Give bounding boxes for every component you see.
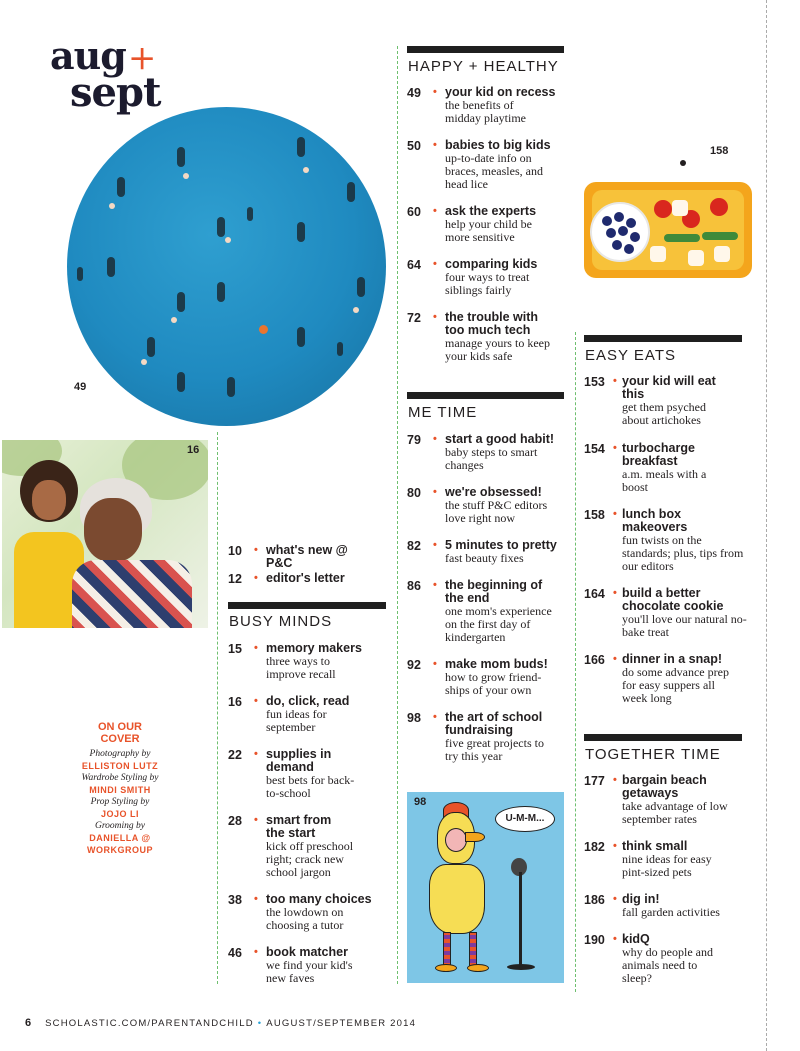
entry-desc: manage yours to keep your kids safe [445, 336, 550, 363]
section-busy-minds: BUSY MINDS [229, 613, 333, 630]
tomato [710, 198, 728, 216]
section-bar [407, 46, 564, 53]
bullet: • [613, 508, 617, 520]
entry-page: 72 [407, 311, 421, 325]
bullet: • [254, 893, 258, 905]
credit-role: Grooming by [94, 821, 146, 831]
swimmer-figure [107, 257, 115, 277]
pool-page-label: 49 [74, 381, 87, 393]
entry-page: 92 [407, 658, 421, 672]
entry-page: 86 [407, 579, 421, 593]
speech-bubble: U-M-M... [495, 806, 555, 832]
grandmother-face [84, 498, 142, 562]
credit-role: Wardrobe Styling by [81, 773, 159, 783]
entry-title: lunch box makeovers [622, 507, 688, 534]
entry-page: 46 [228, 946, 242, 960]
entry-title: too many choices [266, 892, 372, 906]
bullet: • [613, 653, 617, 665]
bullet: • [433, 579, 437, 591]
footer-site[interactable]: SCHOLASTIC.COM/PARENTANDCHILD [45, 1018, 254, 1029]
swimmer-figure [247, 207, 253, 221]
swimmer-head [353, 307, 359, 313]
bullet: • [613, 375, 617, 387]
chicken-cartoon [407, 792, 564, 983]
entry-title: make mom buds! [445, 657, 548, 671]
bullet: • [254, 748, 258, 760]
bullet: • [613, 587, 617, 599]
entry-desc: four ways to treat siblings fairly [445, 270, 530, 297]
page-footer [25, 1017, 416, 1029]
credit-name: JOJO LI [100, 809, 139, 819]
entry-desc: fall garden activities [622, 905, 720, 919]
blueberry [614, 212, 624, 222]
entry-page: 38 [228, 893, 242, 907]
entry-desc: one mom's experience on the first day of kindergarten [445, 604, 552, 644]
entry-desc: why do people and animals need to sleep? [622, 945, 713, 985]
entry-page: 182 [584, 840, 605, 854]
page-number: 6 [25, 1017, 32, 1029]
bullet: • [433, 711, 437, 723]
credit-role: Photography by [89, 749, 151, 759]
section-bar [407, 392, 564, 399]
entry-page: 166 [584, 653, 605, 667]
entry-title: editor's letter [266, 571, 345, 585]
pool-photo [67, 107, 386, 426]
blueberry [602, 216, 612, 226]
swimmer-figure [297, 327, 305, 347]
swimmer-figure [147, 337, 155, 357]
entry-title: turbocharge breakfast [622, 441, 695, 468]
entry-page: 80 [407, 486, 421, 500]
chicken-foot [467, 964, 489, 972]
entry-title: book matcher [266, 945, 348, 959]
blueberry [626, 218, 636, 228]
bullet: • [433, 139, 437, 151]
cartoon-page-label: 98 [414, 796, 427, 808]
entry-title: supplies in demand [266, 747, 332, 774]
ball [259, 325, 268, 334]
entry-desc: you'll love our natural no-bake treat [622, 612, 747, 639]
entry-page: 49 [407, 86, 421, 100]
bullet: • [254, 642, 258, 654]
blueberry [624, 244, 634, 254]
pointer-dot [680, 160, 686, 166]
section-bar [228, 602, 386, 609]
entry-title: 5 minutes to pretty [445, 538, 557, 552]
credit-role: Prop Styling by [90, 797, 150, 807]
swimmer-head [303, 167, 309, 173]
entry-page: 16 [228, 695, 242, 709]
entry-desc: the stuff P&C editors love right now [445, 498, 548, 525]
entry-title: babies to big kids [445, 138, 551, 152]
bullet: • [433, 486, 437, 498]
swimmer-figure [177, 147, 185, 167]
entry-title: dig in! [622, 892, 660, 906]
bullet: • [433, 311, 437, 323]
blueberry [606, 228, 616, 238]
section-together-time: TOGETHER TIME [585, 746, 721, 763]
entry-desc: the lowdown on choosing a tutor [266, 905, 344, 932]
swimmer-head [109, 203, 115, 209]
entry-desc: three ways to improve recall [266, 654, 336, 681]
entry-title: your kid will eat this [622, 374, 716, 401]
swimmer-figure [357, 277, 365, 297]
entry-desc: nine ideas for easy pint-sized pets [622, 852, 712, 879]
entry-title: dinner in a snap! [622, 652, 723, 666]
entry-desc: how to grow friend-ships of your own [445, 670, 542, 697]
swimmer-figure [337, 342, 343, 356]
entry-page: 12 [228, 572, 242, 586]
bullet: • [613, 893, 617, 905]
bullet: • [433, 86, 437, 98]
bullet: • [613, 933, 617, 945]
entry-page: 28 [228, 814, 242, 828]
chicken-beak [465, 832, 485, 842]
swimmer-figure [177, 292, 185, 312]
lunchbox-photo [584, 160, 754, 290]
entry-title: think small [622, 839, 688, 853]
blueberry [612, 240, 622, 250]
mic-stand [519, 872, 522, 968]
snap-pea [702, 232, 738, 240]
cover-credits [70, 721, 170, 856]
bullet: • [254, 814, 258, 826]
section-happy-healthy: HAPPY + HEALTHY [408, 58, 559, 75]
blueberry [618, 226, 628, 236]
bullet: • [613, 840, 617, 852]
entry-title: the art of school fundraising [445, 710, 543, 737]
entry-page: 154 [584, 442, 605, 456]
swimmer-figure [217, 217, 225, 237]
entry-page: 79 [407, 433, 421, 447]
credit-name: DANIELLA @ WORKGROUP [87, 833, 153, 855]
tomato [654, 200, 672, 218]
bullet: • [613, 442, 617, 454]
swimmer-head [141, 359, 147, 365]
swimmer-figure [297, 137, 305, 157]
entry-desc: up-to-date info on braces, measles, and head lice [445, 151, 543, 191]
entry-desc: five great projects to try this year [445, 736, 544, 763]
bullet: • [254, 946, 258, 958]
entry-page: 177 [584, 774, 605, 788]
entry-desc: the benefits of midday playtime [445, 98, 526, 125]
mic-base [507, 964, 535, 970]
entry-page: 190 [584, 933, 605, 947]
entry-title: what's new @ P&C [266, 543, 348, 570]
entry-title: smart from the start [266, 813, 332, 840]
bullet: • [613, 774, 617, 786]
entry-page: 82 [407, 539, 421, 553]
entry-desc: fun ideas for september [266, 707, 327, 734]
entry-desc: a.m. meals with a boost [622, 467, 707, 494]
footer-issue: AUGUST/SEPTEMBER 2014 [266, 1018, 417, 1029]
entry-page: 50 [407, 139, 421, 153]
masthead [50, 33, 200, 117]
column-divider [217, 432, 218, 984]
bullet: • [254, 544, 258, 556]
entry-desc: fast beauty fixes [445, 551, 524, 565]
footer-separator: • [257, 1018, 263, 1029]
bullet: • [433, 205, 437, 217]
snap-pea [664, 234, 700, 242]
swimmer-figure [117, 177, 125, 197]
entry-page: 153 [584, 375, 605, 389]
section-bar [584, 734, 742, 741]
masthead-aug: aug [50, 33, 126, 78]
credit-name: ELLISTON LUTZ [81, 761, 159, 771]
swimmer-figure [217, 282, 225, 302]
masthead-plus: + [127, 38, 156, 78]
entry-page: 64 [407, 258, 421, 272]
entry-page: 60 [407, 205, 421, 219]
entry-title: comparing kids [445, 257, 538, 271]
cheese-cube [672, 200, 688, 216]
grandmother-dress [72, 560, 192, 628]
entry-desc: fun twists on the standards; plus, tips from our editors [622, 533, 744, 573]
entry-title: we're obsessed! [445, 485, 542, 499]
entry-page: 158 [584, 508, 605, 522]
entry-desc: best bets for back-to-school [266, 773, 355, 800]
cheese-cube [650, 246, 666, 262]
entry-title: bargain beach getaways [622, 773, 707, 800]
swimmer-figure [227, 377, 235, 397]
swimmer-head [225, 237, 231, 243]
entry-desc: we find your kid's new faves [266, 958, 353, 985]
bullet: • [433, 539, 437, 551]
entry-title: start a good habit! [445, 432, 555, 446]
swimmer-figure [297, 222, 305, 242]
cover-photo [2, 440, 208, 628]
entry-page: 15 [228, 642, 242, 656]
entry-desc: help your child be more sensitive [445, 217, 532, 244]
masthead-sept: sept [70, 69, 161, 117]
blueberry [630, 232, 640, 242]
entry-title: do, click, read [266, 694, 350, 708]
chicken-face [445, 828, 467, 852]
cheese-cube [688, 250, 704, 266]
entry-title: the beginning of the end [445, 578, 543, 605]
entry-title: your kid on recess [445, 85, 556, 99]
entry-title: memory makers [266, 641, 362, 655]
entry-title: ask the experts [445, 204, 537, 218]
bullet: • [254, 695, 258, 707]
entry-title: the trouble with too much tech [445, 310, 539, 337]
credit-name: MINDI SMITH [89, 785, 151, 795]
bullet: • [433, 258, 437, 270]
trim-line [766, 0, 767, 1051]
entry-page: 98 [407, 711, 421, 725]
entry-page: 164 [584, 587, 605, 601]
swimmer-head [171, 317, 177, 323]
column-divider [397, 46, 398, 984]
lunch-page-label: 158 [710, 145, 729, 157]
grandma-page-label: 16 [187, 444, 200, 456]
child-face [32, 480, 66, 520]
entry-desc: take advantage of low september rates [622, 799, 728, 826]
entry-desc: kick off preschool right; crack new school jargon [266, 839, 354, 879]
swimmer-head [183, 173, 189, 179]
chicken-body [429, 864, 485, 934]
section-me-time: ME TIME [408, 404, 478, 421]
entry-desc: baby steps to smart changes [445, 445, 538, 472]
cover-heading: ON OUR COVER [98, 721, 142, 745]
chicken-foot [435, 964, 457, 972]
entry-desc: get them psyched about artichokes [622, 400, 706, 427]
swimmer-figure [347, 182, 355, 202]
bullet: • [254, 572, 258, 584]
bullet: • [433, 658, 437, 670]
swimmer-figure [177, 372, 185, 392]
entry-title: build a better chocolate cookie [622, 586, 724, 613]
entry-page: 22 [228, 748, 242, 762]
entry-title: kidQ [622, 932, 650, 946]
bullet: • [433, 433, 437, 445]
entry-desc: do some advance prep for easy suppers all week long [622, 665, 729, 705]
entry-page: 10 [228, 544, 242, 558]
cheese-cube [714, 246, 730, 262]
chicken-leg [469, 932, 477, 968]
chicken-leg [443, 932, 451, 968]
section-easy-eats: EASY EATS [585, 347, 676, 364]
section-bar [584, 335, 742, 342]
entry-page: 186 [584, 893, 605, 907]
swimmer-figure [77, 267, 83, 281]
